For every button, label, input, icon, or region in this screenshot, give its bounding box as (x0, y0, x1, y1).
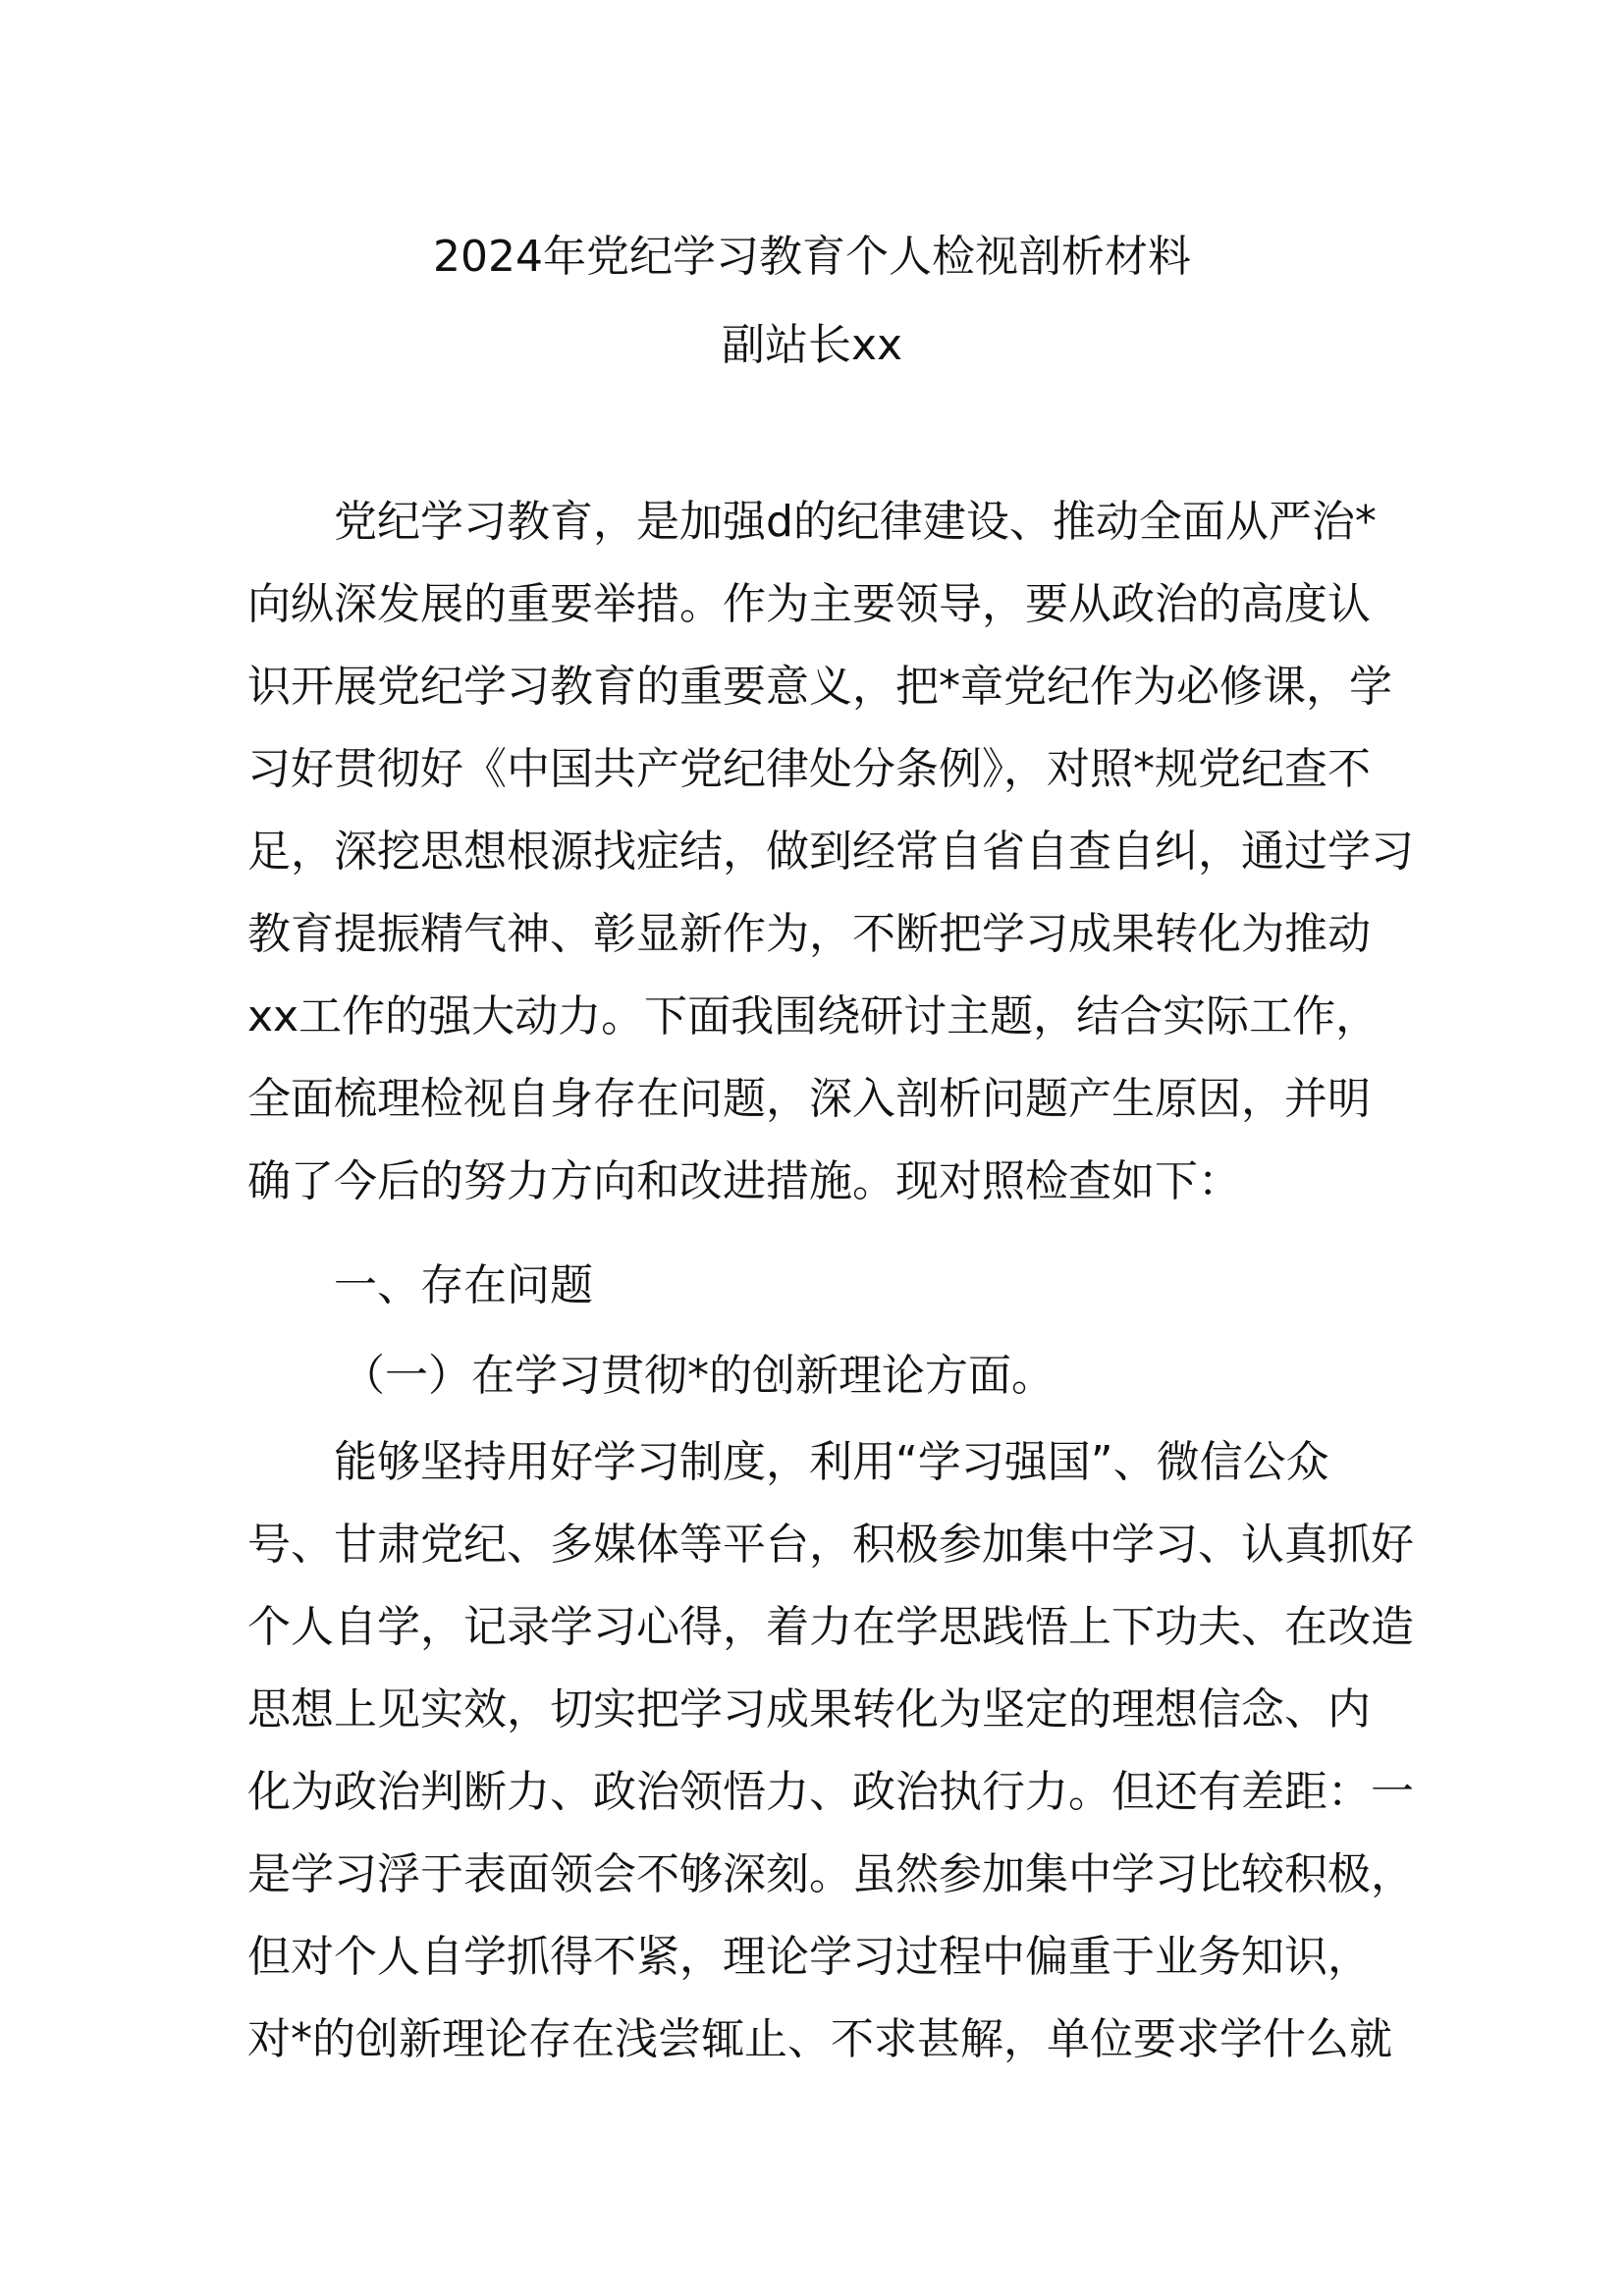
paragraph-line: 向纵深发展的重要举措。作为主要领导，要从政治的高度认 (247, 579, 1371, 629)
paragraph-line: 但对个人自学抓得不紧，理论学习过程中偏重于业务知识， (247, 1932, 1371, 1982)
paragraph-line: 习好贯彻好《中国共产党纪律处分条例》，对照*规党纪查不 (247, 744, 1371, 794)
document-author: 副站长xx (721, 320, 903, 370)
paragraph-line: 思想上见实效，切实把学习成果转化为坚定的理想信念、内 (247, 1684, 1371, 1735)
paragraph-line: 确了今后的努力方向和改进措施。现对照检查如下： (247, 1156, 1241, 1206)
paragraph-line: 全面梳理检视自身存在问题，深入剖析问题产生原因，并明 (247, 1074, 1371, 1124)
section-heading: 一、存在问题 (334, 1260, 593, 1310)
paragraph-line: 能够坚持用好学习制度，利用“学习强国”、微信公众 (334, 1437, 1329, 1487)
paragraph-line: 足，深挖思想根源找症结，做到经常自省自查自纠，通过学习 (247, 827, 1414, 877)
paragraph-line: 个人自学，记录学习心得，着力在学思践悟上下功夫、在改造 (247, 1602, 1414, 1652)
paragraph-line: 教育提振精气神、彰显新作为，不断把学习成果转化为推动 (247, 909, 1371, 959)
paragraph-line: 识开展党纪学习教育的重要意义，把*章党纪作为必修课，学 (247, 662, 1392, 712)
paragraph-line: 对*的创新理论存在浅尝辄止、不求甚解，单位要求学什么就 (247, 2014, 1392, 2064)
paragraph-line: 党纪学习教育，是加强d的纪律建设、推动全面从严治* (334, 497, 1377, 547)
document-title: 2024年党纪学习教育个人检视剖析材料 (433, 232, 1191, 282)
subsection-heading: （一）在学习贯彻*的创新理论方面。 (342, 1351, 1055, 1401)
paragraph-line: 号、甘肃党纪、多媒体等平台，积极参加集中学习、认真抓好 (247, 1520, 1414, 1570)
paragraph-line: xx工作的强大动力。下面我围绕研讨主题，结合实际工作， (247, 991, 1380, 1041)
paragraph-line: 化为政治判断力、政治领悟力、政治执行力。但还有差距：一 (247, 1767, 1414, 1817)
paragraph-line: 是学习浮于表面领会不够深刻。虽然参加集中学习比较积极， (247, 1849, 1414, 1899)
